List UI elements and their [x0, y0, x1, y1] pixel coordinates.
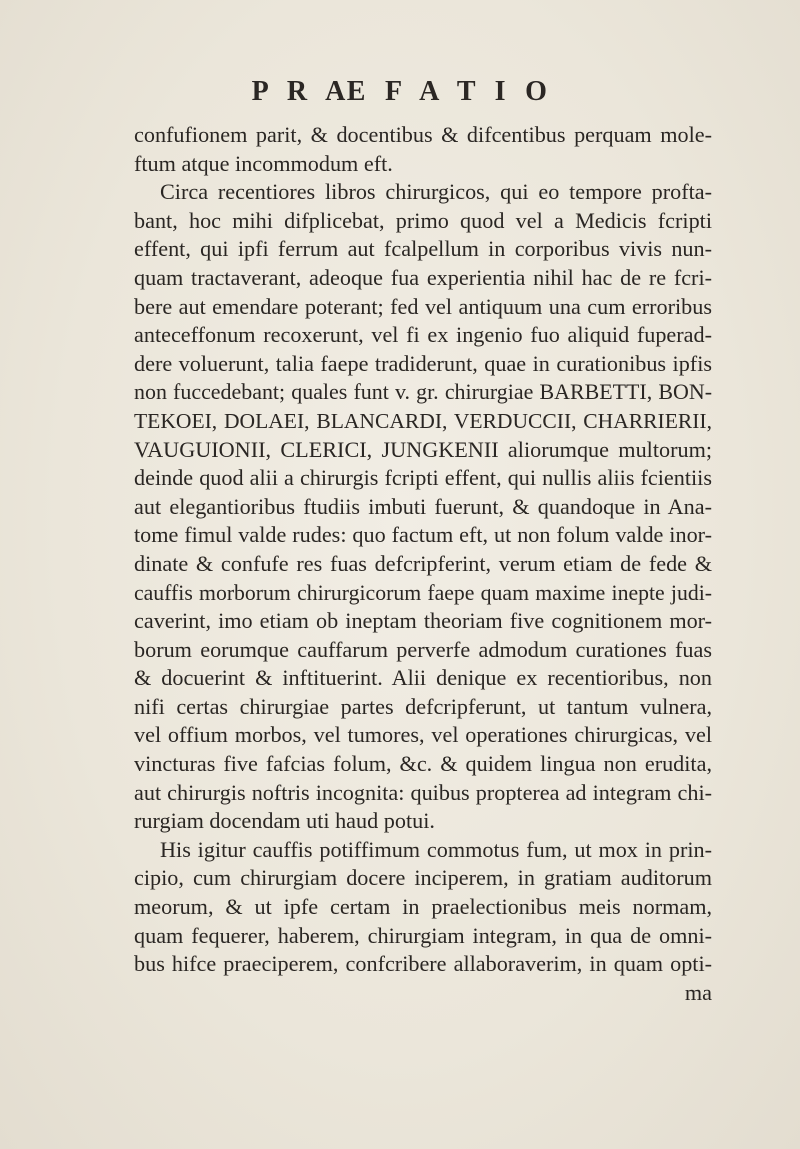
text-line: dere voluerunt, talia faepe tradiderunt, quae in curationibus ipfis — [134, 350, 712, 376]
text-line: cipio, cum chirurgiam docere inciperem, in gratiam auditorum — [134, 865, 712, 891]
running-header: P R AE F A T I O — [251, 76, 549, 107]
text-line: vincturas five fafcias folum, &c. & quidem lingua non erudita, — [134, 751, 712, 777]
text-line: VAUGUIONII, CLERICI, JUNGKENII aliorumque multorum; — [134, 436, 712, 462]
text-line: meorum, & ut ipfe certam in praelectionibus meis normam, — [134, 894, 712, 920]
text-line: tome fimul valde rudes: quo factum eft, ut non folum valde inor- — [134, 522, 712, 548]
text-line: bus hifce praeciperem, confcribere allaboraverim, in quam opti- — [134, 951, 712, 977]
text-line: bere aut emendare poterant; fed vel antiquum una cum erroribus — [134, 293, 712, 319]
text-line: TEKOEI, DOLAEI, BLANCARDI, VERDUCCII, CHARRIERII, — [134, 408, 712, 433]
text-line: aut chirurgis noftris incognita: quibus propterea ad integram chi- — [134, 779, 712, 805]
text-line: & docuerint & inftituerint. Alii denique ex recentioribus, non — [134, 665, 712, 691]
text-line: rurgiam docendam uti haud potui. — [134, 808, 435, 834]
text-line: vel offium morbos, vel tumores, vel operationes chirurgicas, vel — [134, 722, 712, 748]
text-line: quam tractaverant, adeoque fua experientia nihil hac de re fcri- — [134, 264, 712, 290]
text-line: nifi certas chirurgiae partes defcripferunt, ut tantum vulnera, — [134, 693, 712, 719]
text-line: confufionem parit, & docentibus & difcentibus perquam mole- — [134, 122, 712, 147]
text-line: dinate & confufe res fuas defcripferint, verum etiam de fede & — [134, 550, 712, 576]
text-line: quam fequerer, haberem, chirurgiam integram, in qua de omni- — [134, 922, 712, 948]
catchword: ma — [684, 979, 712, 1005]
text-line: Circa recentiores libros chirurgicos, qui eo tempore profta- — [160, 179, 712, 205]
text-line: non fuccedebant; quales funt v. gr. chirurgiae BARBETTI, BON- — [134, 379, 712, 405]
text-line: His igitur cauffis potiffimum commotus fum, ut mox in prin- — [160, 836, 712, 862]
text-line: cauffis morborum chirurgicorum faepe quam maxime inepte judi- — [134, 580, 712, 605]
text-line: caverint, imo etiam ob ineptam theoriam five cognitionem mor- — [134, 608, 712, 634]
text-line: ftum atque incommodum eft. — [134, 150, 393, 176]
text-line: aut elegantioribus ftudiis imbuti fuerunt, & quandoque in Ana- — [134, 493, 712, 519]
text-line: deinde quod alii a chirurgis fcripti effent, qui nullis aliis fcientiis — [134, 465, 712, 491]
text-line: bant, hoc mihi difplicebat, primo quod vel a Medicis fcripti — [134, 207, 712, 233]
text-line: effent, qui ipfi ferrum aut fcalpellum in corporibus vivis nun- — [134, 236, 712, 262]
text-line: borum eorumque cauffarum perverfe admodum curationes fuas — [134, 636, 712, 662]
text-line: anteceffonum recoxerunt, vel fi ex ingenio fuo aliquid fuperad- — [134, 322, 712, 348]
body-text — [134, 121, 712, 1007]
